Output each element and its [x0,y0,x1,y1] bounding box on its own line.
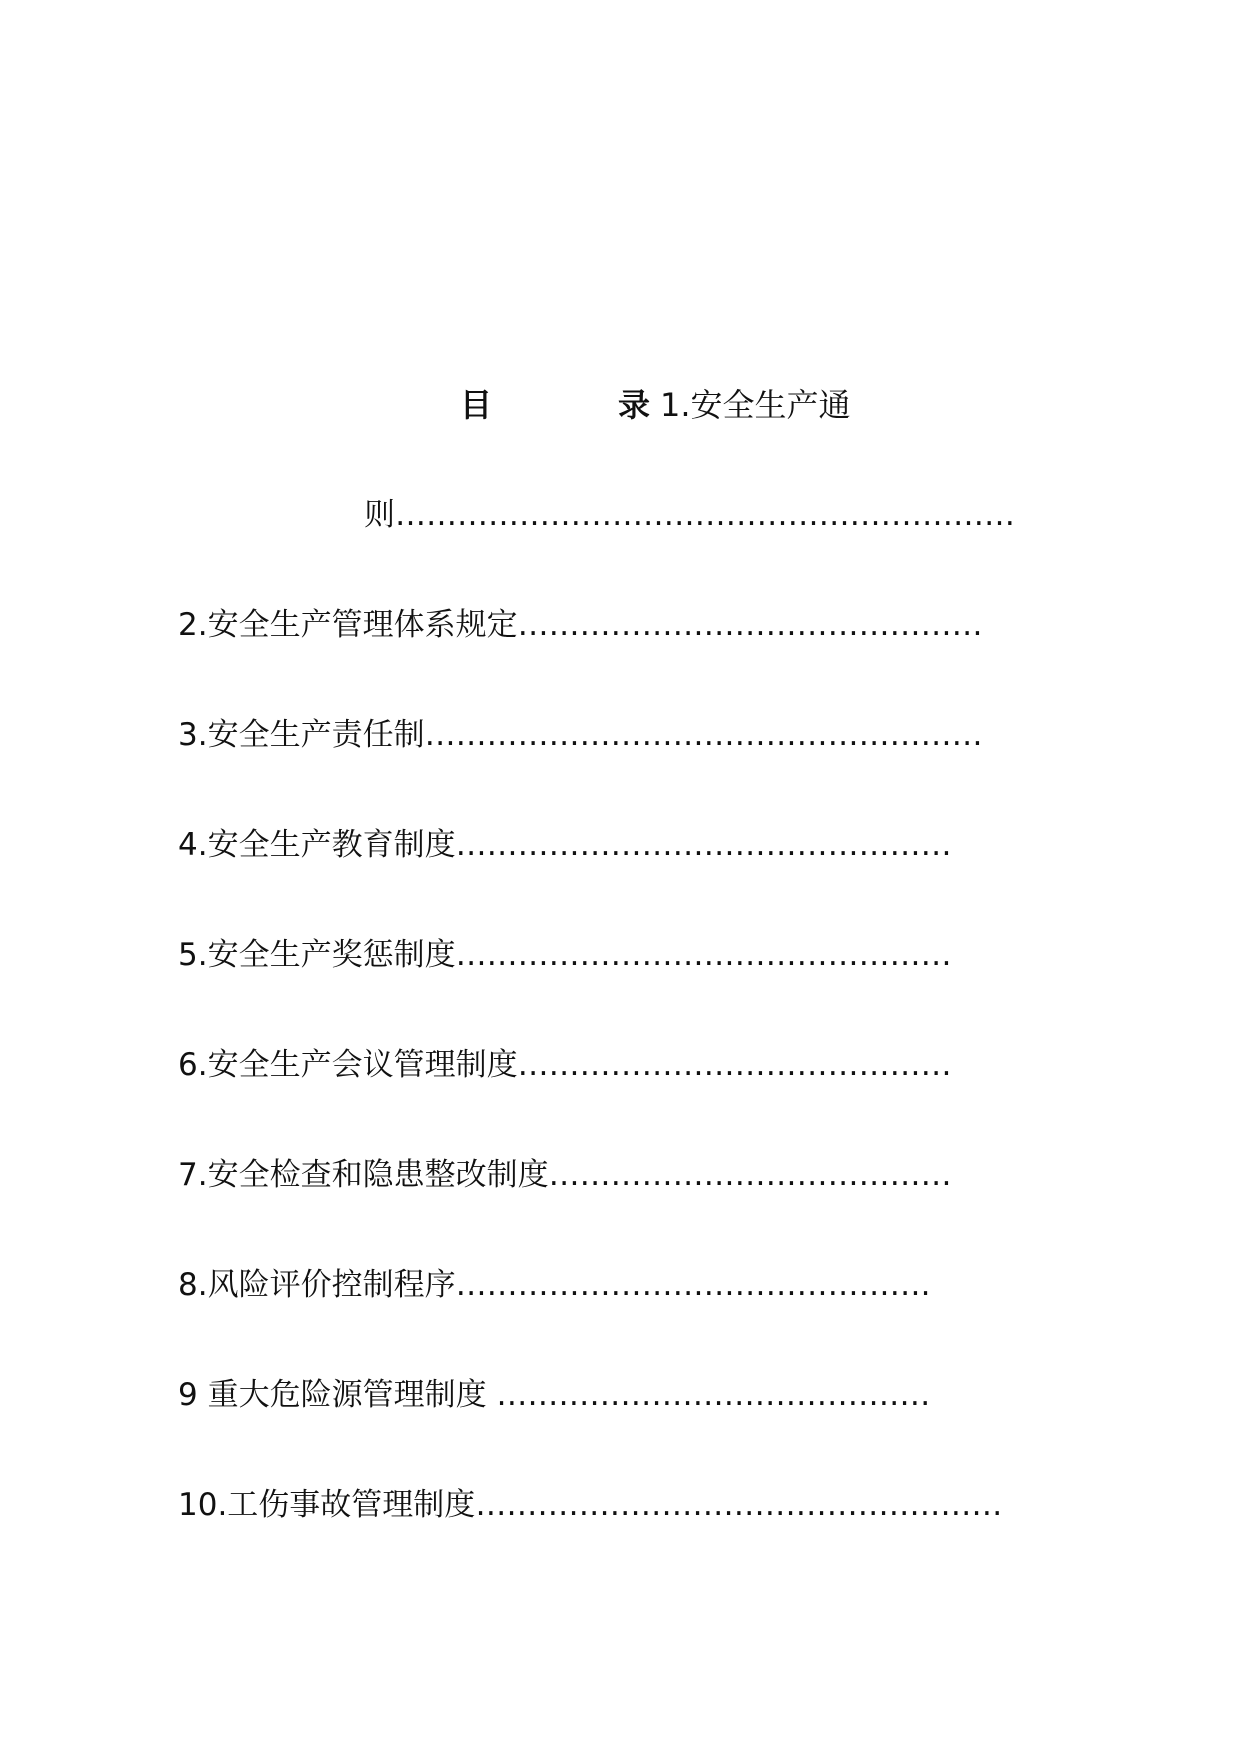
toc-entry-title: 3.安全生产责任制 [178,717,425,753]
toc-entry-3 [178,711,983,759]
toc-entry-4 [178,821,952,869]
toc-entry-6 [178,1041,952,1089]
toc-entry-5 [178,931,952,979]
toc-entry-9 [178,1371,930,1419]
toc-entry-1-title-cont: 则 [364,497,395,533]
toc-entry-1-leader: …………………………………………………… [395,497,1015,533]
toc-entry-leader: ………………………………………. [455,1267,931,1303]
toc-entry-leader: ………………………………………… [455,827,952,863]
toc-entry-title: 4.安全生产教育制度 [178,827,456,863]
toc-heading-char-mu: 目 [460,386,493,424]
toc-entry-leader: …………………………………………… [475,1487,1003,1523]
toc-heading-char-lu: 录 [618,386,651,424]
toc-entry-leader: ………………………………………… [455,937,952,973]
toc-entry-title: 6.安全生产会议管理制度 [178,1047,518,1083]
toc-entry-1-title-part: 1.安全生产通 [660,386,851,424]
toc-entry-title: 8.风险评价控制程序 [178,1267,456,1303]
toc-entry-title: 5.安全生产奖惩制度 [178,937,456,973]
toc-entry-title: 10.工伤事故管理制度 [178,1487,476,1523]
toc-entry-8 [178,1261,930,1309]
toc-entry-10 [178,1481,1002,1529]
toc-entry-leader: …………………………………… [517,1047,952,1083]
toc-entry-title: 9 重大危险源管理制度 [178,1377,487,1413]
toc-entry-1-continuation [364,491,1015,539]
toc-entry-2 [178,601,983,649]
toc-entry-leader: …………………………………… [486,1377,931,1413]
toc-entry-title: 7.安全检查和隐患整改制度 [178,1157,549,1193]
toc-entry-title: 2.安全生产管理体系规定 [178,607,518,643]
toc-entry-leader: ………………………………… [548,1157,952,1193]
toc-entry-leader: ……………………………………… [517,607,983,643]
toc-entry-7 [178,1151,952,1199]
toc-entry-leader: ……………………………………………… [424,717,983,753]
toc-heading [460,380,920,430]
